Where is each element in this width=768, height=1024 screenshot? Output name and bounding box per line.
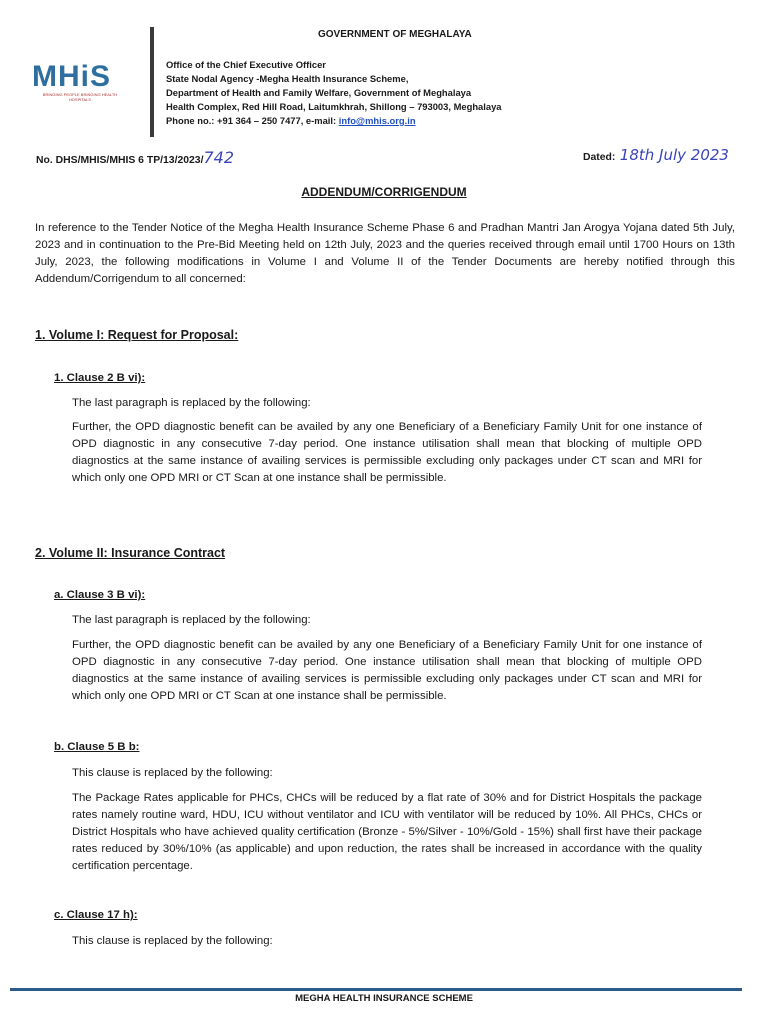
clause-1-lead: The last paragraph is replaced by the following: [72,397,311,409]
phone-text: Phone no.: +91 364 – 250 7477, e-mail: [166,115,339,126]
clause-b-label: b. Clause 5 B b: [54,741,140,753]
reference-number [36,148,234,168]
logo-tagline: BRINGING PEOPLE BRINGING HEALTH HOSPITALS [42,92,118,102]
clause-a-lead: The last paragraph is replaced by the following: [72,614,311,626]
section-2-heading: 2. Volume II: Insurance Contract [35,546,226,560]
clause-1-label: 1. Clause 2 B vi): [54,372,146,384]
dated-label: Dated: [583,152,616,163]
footer-title: MEGHA HEALTH INSURANCE SCHEME [295,993,473,1004]
contact-line [166,114,502,128]
section-1-heading: 1. Volume I: Request for Proposal: [35,328,239,342]
office-line-4: Health Complex, Red Hill Road, Laitumkhrah, Shillong – 793003, Meghalaya [166,101,502,112]
dated-field [583,146,729,165]
mhis-logo [32,62,132,112]
clause-a-label: a. Clause 3 B vi): [54,589,146,601]
dated-handwritten: 18th July 2023 [619,146,729,164]
reference-number-label: No. DHS/MHIS/MHIS 6 TP/13/2023/ [36,155,204,166]
logo-text: MHiS [32,60,111,93]
reference-number-handwritten: 742 [203,148,234,167]
office-address-block [166,58,502,128]
government-title: GOVERNMENT OF MEGHALAYA [318,29,472,40]
header-divider [150,27,154,137]
office-line-2: State Nodal Agency -Megha Health Insurance Scheme, [166,73,409,84]
office-line-1: Office of the Chief Executive Officer [166,59,326,70]
office-line-3: Department of Health and Family Welfare, Government of Meghalaya [166,87,472,98]
footer-rule [10,988,742,991]
email-link[interactable]: info@mhis.org.in [338,115,416,126]
clause-c-lead: This clause is replaced by the following: [72,935,273,947]
document-title: ADDENDUM/CORRIGENDUM [301,185,467,199]
clause-b-lead: This clause is replaced by the following: [72,767,273,779]
clause-b-text: The Package Rates applicable for PHCs, CHCs will be reduced by a flat rate of 30% and for District Hospitals the package rates namely routine ward, HDU, ICU without ventilator and ICU with ventilator will be reduced by 10%. All PHCs, CHCs or District Hospitals who have achieved quality certification (Bronze - 5%/Silver - 10%/Gold - 15%) shall first have their package rates reduced by 30%/10% (as applicable) and upon reduction, the rates shall be increased in accordance with the quality certification percentage. [72,792,702,872]
clause-c-label: c. Clause 17 h): [54,909,138,921]
intro-paragraph: In reference to the Tender Notice of the Megha Health Insurance Scheme Phase 6 and Pradhan Mantri Jan Arogya Yojana dated 5th July, 2023 and in continuation to the Pre-Bid Meeting held on 12th July, 2023 and the queries received through email until 1700 Hours on 13th July, 2023, the following modifications in Volume I and Volume II of the Tender Documents are hereby notified through this Addendum/Corrigendum to all concerned: [35,222,735,285]
clause-1-text: Further, the OPD diagnostic benefit can be availed by any one Beneficiary of a Beneficiary Family Unit for one instance of OPD diagnostic in any consecutive 7-day period. One instance utilisation shall mean that blocking of multiple OPD diagnostics at the same instance of availing services is permissible excluding only packages under CT scan and MRI for which only one OPD MRI or CT Scan at one instance shall be permissible. [72,421,702,484]
clause-a-text: Further, the OPD diagnostic benefit can be availed by any one Beneficiary of a Beneficiary Family Unit for one instance of OPD diagnostic in any consecutive 7-day period. One instance utilisation shall mean that blocking of multiple OPD diagnostics at the same instance of availing services is permissible excluding only packages under CT scan and MRI for which only one OPD MRI or CT Scan at one instance shall be permissible. [72,639,702,702]
